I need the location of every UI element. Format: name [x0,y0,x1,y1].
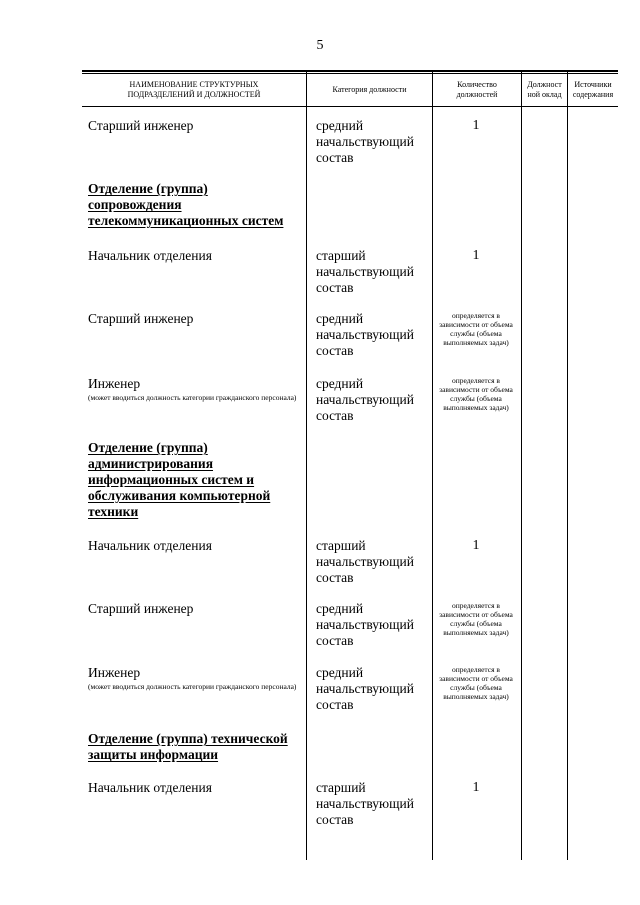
name-text: Начальник отделения [88,248,212,263]
column-divider [306,70,307,860]
position-category: средний начальствующий состав [316,311,414,358]
position-count: определяется в зависимости от объема службы (объема выполняемых задач) [439,665,513,701]
position-name [88,376,304,402]
position-name [88,248,304,264]
table-header-bottom-rule [82,106,618,107]
header-category: Категория должности [332,85,407,94]
column-divider [567,70,568,860]
position-category: старший начальствующий состав [316,780,414,827]
column-divider [432,70,433,860]
position-category: средний начальствующий состав [316,601,414,648]
position-category: средний начальствующий состав [316,376,414,423]
position-category: старший начальствующий состав [316,248,414,295]
position-count: 1 [472,248,480,263]
page-number: 5 [316,38,324,53]
position-count: 1 [472,118,480,133]
position-count: 1 [472,538,480,553]
section-title [88,181,304,229]
position-name [88,118,304,134]
section-title [88,731,304,763]
position-count: определяется в зависимости от объема службы (объема выполняемых задач) [439,376,513,412]
name-text: Старший инженер [88,118,194,133]
name-text: Старший инженер [88,311,194,326]
position-note: (может вводиться должность категории гражданского персонала) [88,682,297,691]
position-count: определяется в зависимости от объема службы (объема выполняемых задач) [439,311,513,347]
name-text: Отделение (группа) технической защиты информации [88,731,288,762]
name-text: Отделение (группа) сопровождения телекоммуникационных систем [88,181,284,228]
position-category: старший начальствующий состав [316,538,414,585]
header-count: Количество должностей [456,80,498,99]
position-name [88,665,304,691]
header-salary: Должност ной оклад [527,80,562,99]
position-name [88,601,304,617]
header-source: Источники содержания [572,80,614,99]
name-text: Начальник отделения [88,538,212,553]
position-count: определяется в зависимости от объема службы (объема выполняемых задач) [439,601,513,637]
header-name: НАИМЕНОВАНИЕ СТРУКТУРНЫХ ПОДРАЗДЕЛЕНИЙ И ДОЛЖНОСТЕЙ [127,80,261,99]
name-text: Начальник отделения [88,780,212,795]
position-count: 1 [472,780,480,795]
name-text: Инженер [88,376,141,391]
column-divider [521,70,522,860]
position-note: (может вводиться должность категории гражданского персонала) [88,393,297,402]
name-text: Старший инженер [88,601,194,616]
position-name [88,780,304,796]
name-text: Отделение (группа) администрирования информационных систем и обслуживания компьютерной техники [88,440,271,519]
name-text: Инженер [88,665,141,680]
position-name [88,311,304,327]
table-top-rule-inner [82,73,618,74]
position-category: средний начальствующий состав [316,665,414,712]
position-category: средний начальствующий состав [316,118,414,165]
table-top-rule [82,70,618,72]
section-title [88,440,304,520]
staff-table [82,70,618,860]
position-name [88,538,304,554]
